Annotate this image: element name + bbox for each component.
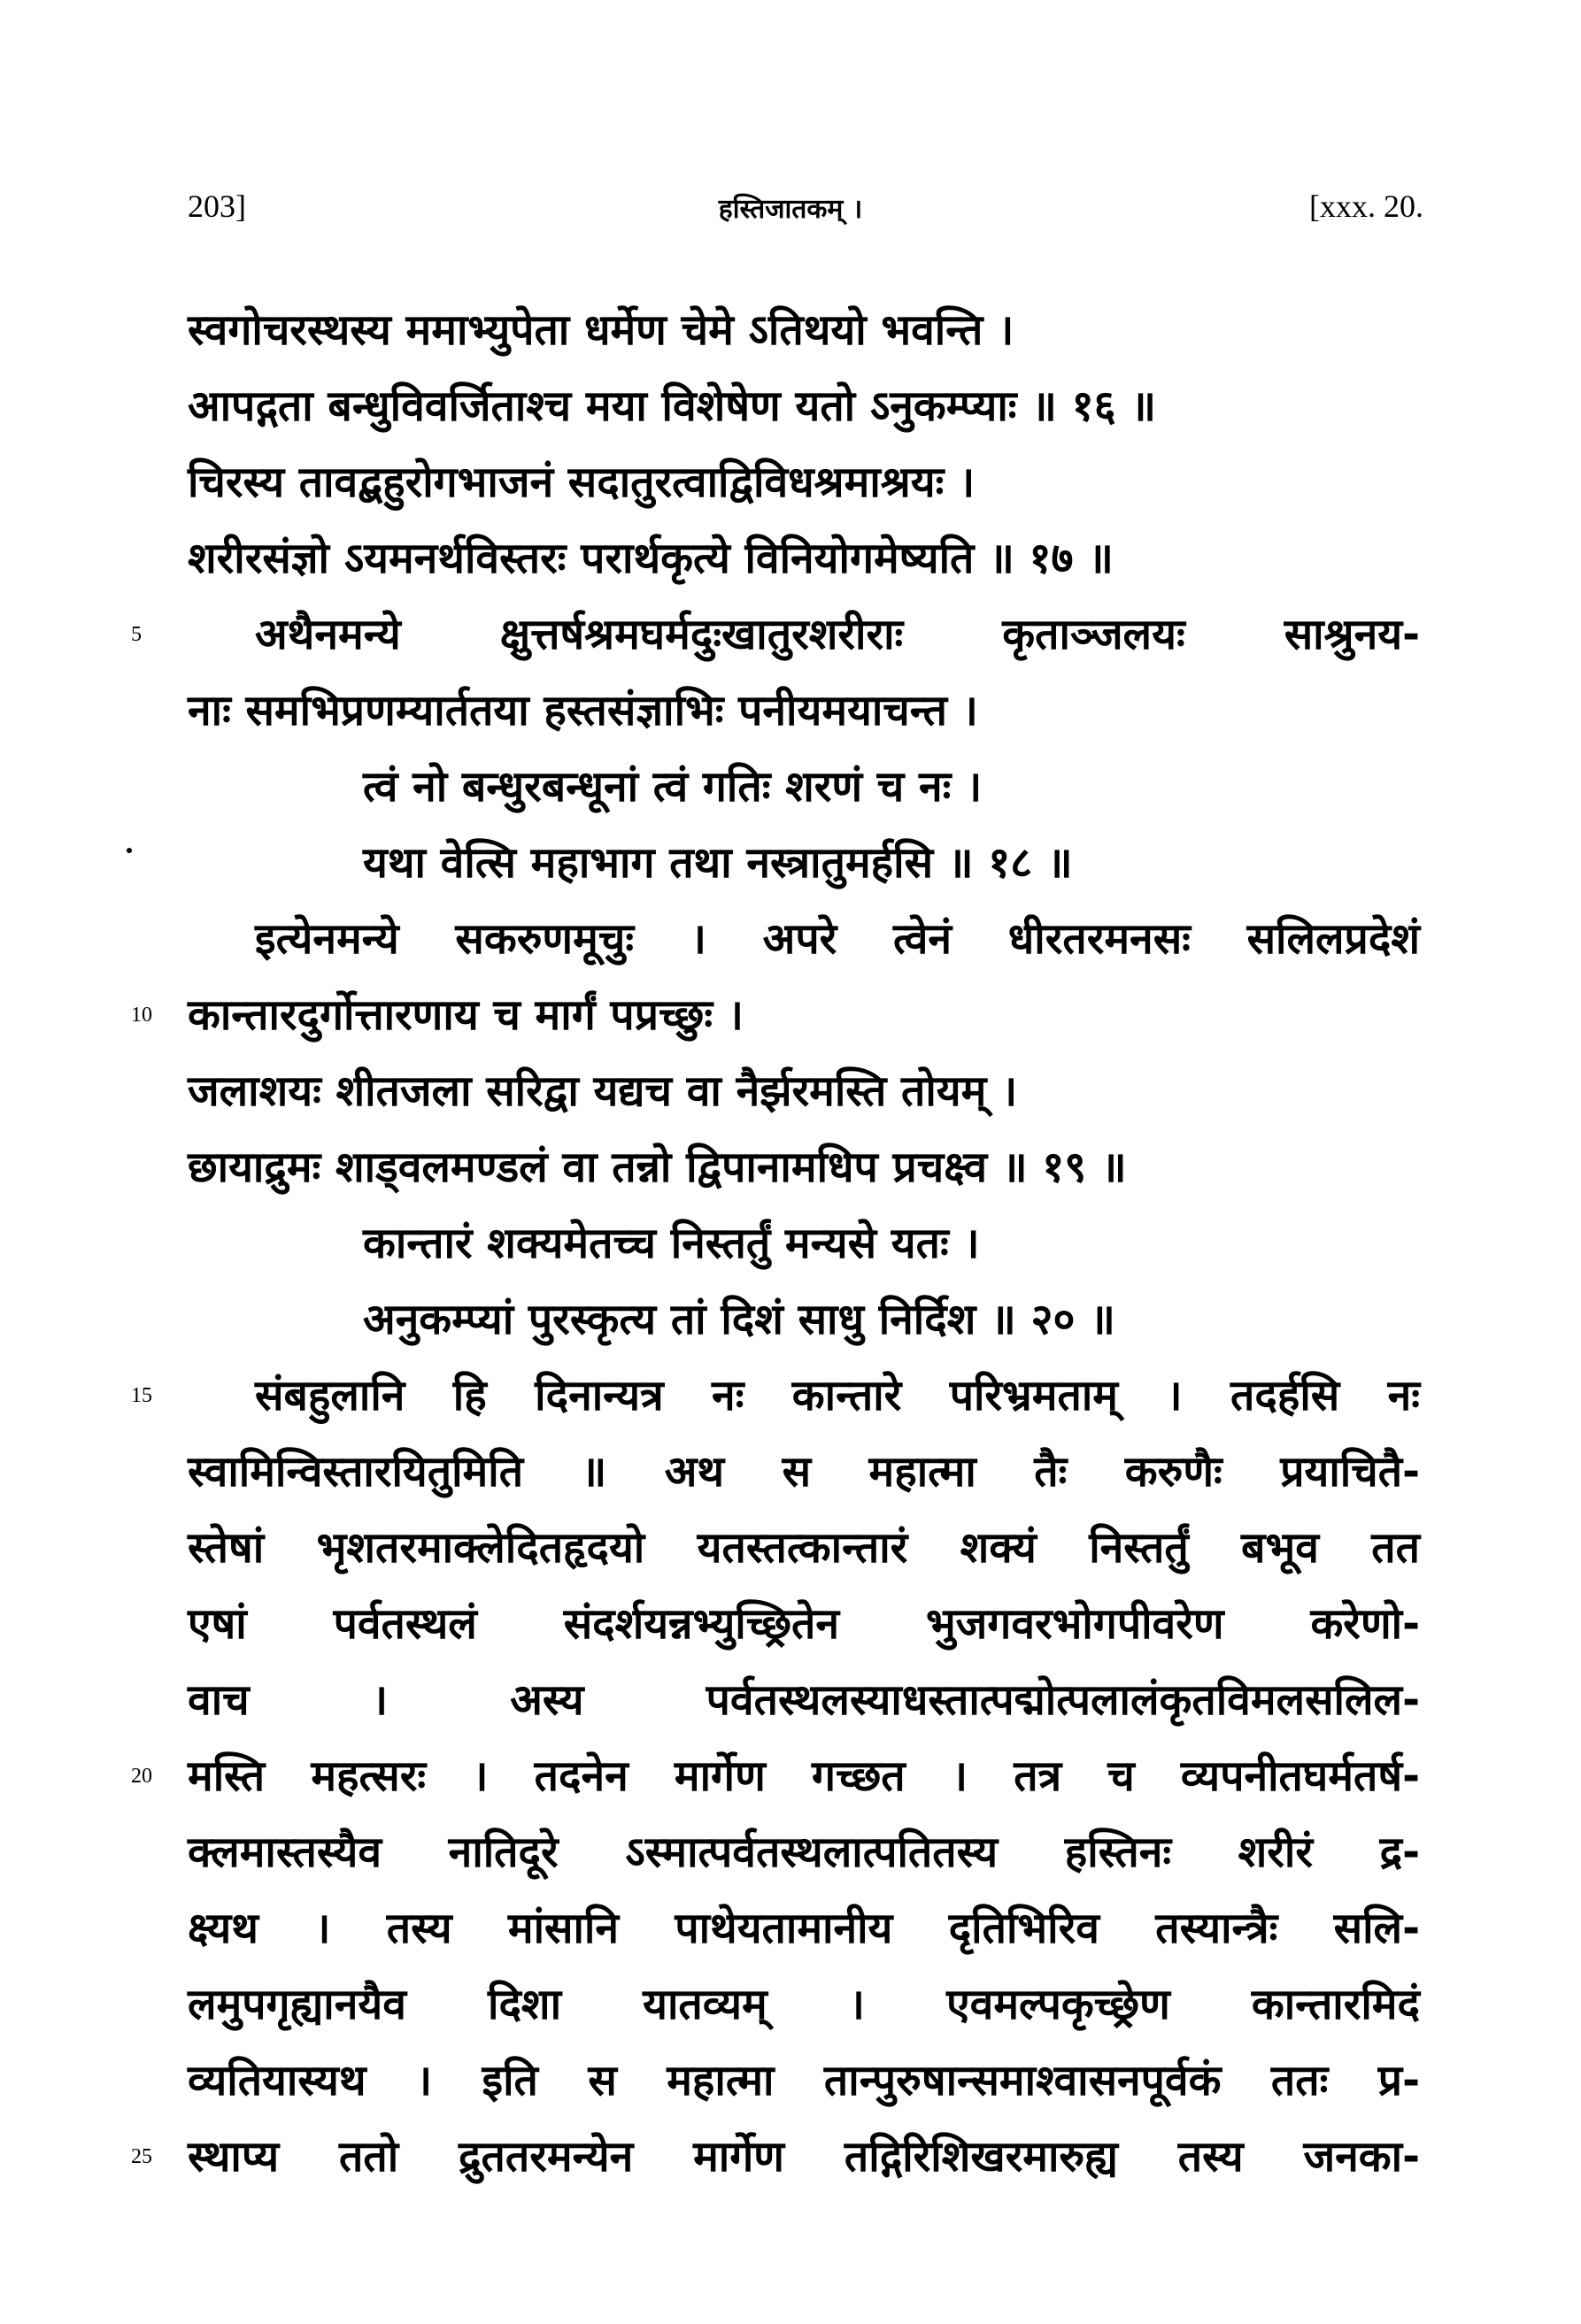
text-line bbox=[0, 1281, 1581, 1358]
line-text: नाः समभिप्रणम्यार्ततया हस्तसंज्ञाभिः पनीयमयाचन्त । bbox=[188, 686, 978, 735]
line-text: कान्तारदुर्गोत्तारणाय च मार्गं पप्रच्छुः । bbox=[188, 990, 744, 1040]
line-number: 25 bbox=[131, 2145, 152, 2168]
text-line bbox=[0, 1662, 1581, 1738]
line-text: स्तेषां भृशतरमाक्लेदितहृदयो यतस्तत्कान्तारं शक्यं निस्तर्तुं बभूव तत bbox=[188, 1523, 1420, 1573]
text-line bbox=[0, 1966, 1581, 2043]
text-line bbox=[0, 2043, 1581, 2119]
line-text: अथैनमन्ये क्षुत्तर्षश्रमघर्मदुःखातुरशरीराः कृताञ्जलयः साश्रुनय- bbox=[255, 610, 1420, 659]
running-title: हस्तिजातकम् । bbox=[718, 194, 863, 225]
text-line bbox=[0, 1358, 1581, 1434]
line-text: छायाद्रुमः शाड्वलमण्डलं वा तन्नो द्विपानामधिप प्रचक्ष्व ॥ १९ ॥ bbox=[188, 1143, 1127, 1192]
text-line bbox=[0, 1053, 1581, 1129]
text-line bbox=[0, 1510, 1581, 1586]
line-text: संबहुलानि हि दिनान्यत्र नः कान्तारे परिभ्रमताम् । तदर्हसि नः bbox=[255, 1371, 1420, 1420]
line-text: वाच । अस्य पर्वतस्थलस्याधस्तात्पद्मोत्पलालंकृतविमलसलिल- bbox=[188, 1675, 1420, 1725]
text-line bbox=[0, 749, 1581, 825]
line-text: चिरस्य तावद्बहुरोगभाजनं सदातुरत्वाद्विविधश्रमाश्रयः । bbox=[188, 458, 976, 507]
text-line bbox=[0, 1129, 1581, 1205]
line-text: यथा वेत्सि महाभाग तथा नस्त्रातुमर्हसि ॥ १८ ॥ bbox=[363, 838, 1073, 888]
page-number: 203] bbox=[188, 189, 246, 224]
line-text: क्ष्यथ । तस्य मांसानि पाथेयतामानीय दृतिभिरिव तस्यान्त्रैः सलि- bbox=[188, 1904, 1420, 1953]
text-line bbox=[0, 368, 1581, 444]
section-reference: [xxx. 20. bbox=[1309, 189, 1423, 224]
line-text: लमुपगृह्यानयैव दिशा यातव्यम् । एवमल्पकृच्छ्रेण कान्तारमिदं bbox=[188, 1980, 1420, 2029]
line-text: मस्ति महत्सरः । तदनेन मार्गेण गच्छत । तत्र च व्यपनीतघर्मतर्ष- bbox=[188, 1751, 1420, 1801]
line-text: स्वामिन्विस्तारयितुमिति ॥ अथ स महात्मा तैः करुणैः प्रयाचितै- bbox=[188, 1447, 1420, 1497]
line-text: अनुकम्प्यां पुरस्कृत्य तां दिशं साधु निर्दिश ॥ २० ॥ bbox=[363, 1295, 1115, 1344]
text-line bbox=[0, 1434, 1581, 1510]
line-text: क्लमास्तस्यैव नातिदूरे ऽस्मात्पर्वतस्थलात्पतितस्य हस्तिनः शरीरं द्र- bbox=[188, 1828, 1420, 1877]
text-line bbox=[0, 1738, 1581, 1814]
text-line bbox=[0, 1890, 1581, 1966]
line-text: कान्तारं शक्यमेतच्च निस्तर्तुं मन्यसे यतः । bbox=[363, 1219, 980, 1268]
text-line bbox=[0, 825, 1581, 901]
line-number: 20 bbox=[131, 1765, 152, 1788]
running-header bbox=[0, 188, 1581, 241]
text-line bbox=[0, 292, 1581, 368]
text-line bbox=[0, 1814, 1581, 1890]
text-line bbox=[0, 901, 1581, 977]
text-line bbox=[0, 444, 1581, 520]
line-number: 15 bbox=[131, 1384, 152, 1407]
line-text: इत्येनमन्ये सकरुणमूचुः । अपरे त्वेनं धीरतरमनसः सलिलप्रदेशं bbox=[255, 914, 1420, 964]
line-text: त्वं नो बन्धुरबन्धूनां त्वं गतिः शरणं च नः । bbox=[363, 762, 983, 812]
line-text: स्थाप्य ततो द्रुततरमन्येन मार्गेण तद्गिरिशिखरमारुह्य तस्य जनका- bbox=[188, 2132, 1420, 2182]
text-line bbox=[0, 520, 1581, 596]
text-line bbox=[0, 673, 1581, 749]
text-line bbox=[0, 2119, 1581, 2195]
line-text: शरीरसंज्ञो ऽयमनर्थविस्तरः परार्थकृत्ये विनियोगमेष्यति ॥ १७ ॥ bbox=[188, 534, 1114, 583]
text-line bbox=[0, 596, 1581, 673]
line-text: जलाशयः शीतजला सरिद्वा यद्यच वा नैर्झरमस्ति तोयम् । bbox=[188, 1066, 1018, 1116]
line-text: आपद्गता बन्धुविवर्जिताश्च मया विशेषेण यतो ऽनुकम्प्याः ॥ १६ ॥ bbox=[188, 381, 1157, 431]
text-line bbox=[0, 977, 1581, 1053]
line-number: 10 bbox=[131, 1004, 152, 1027]
text-line bbox=[0, 1586, 1581, 1662]
line-text: स्वगोचरस्थस्य ममाभ्युपेता धर्मेण चेमे ऽतिथयो भवन्ति । bbox=[188, 305, 1014, 355]
line-text: व्यतियास्यथ । इति स महात्मा तान्पुरुषान्समाश्वासनपूर्वकं ततः प्र- bbox=[188, 2056, 1420, 2105]
text-line bbox=[0, 1205, 1581, 1281]
line-number: 5 bbox=[131, 623, 142, 646]
line-text: एषां पर्वतस्थलं संदर्शयन्नभ्युच्छ्रितेन भुजगवरभोगपीवरेण करेणो- bbox=[188, 1599, 1420, 1649]
